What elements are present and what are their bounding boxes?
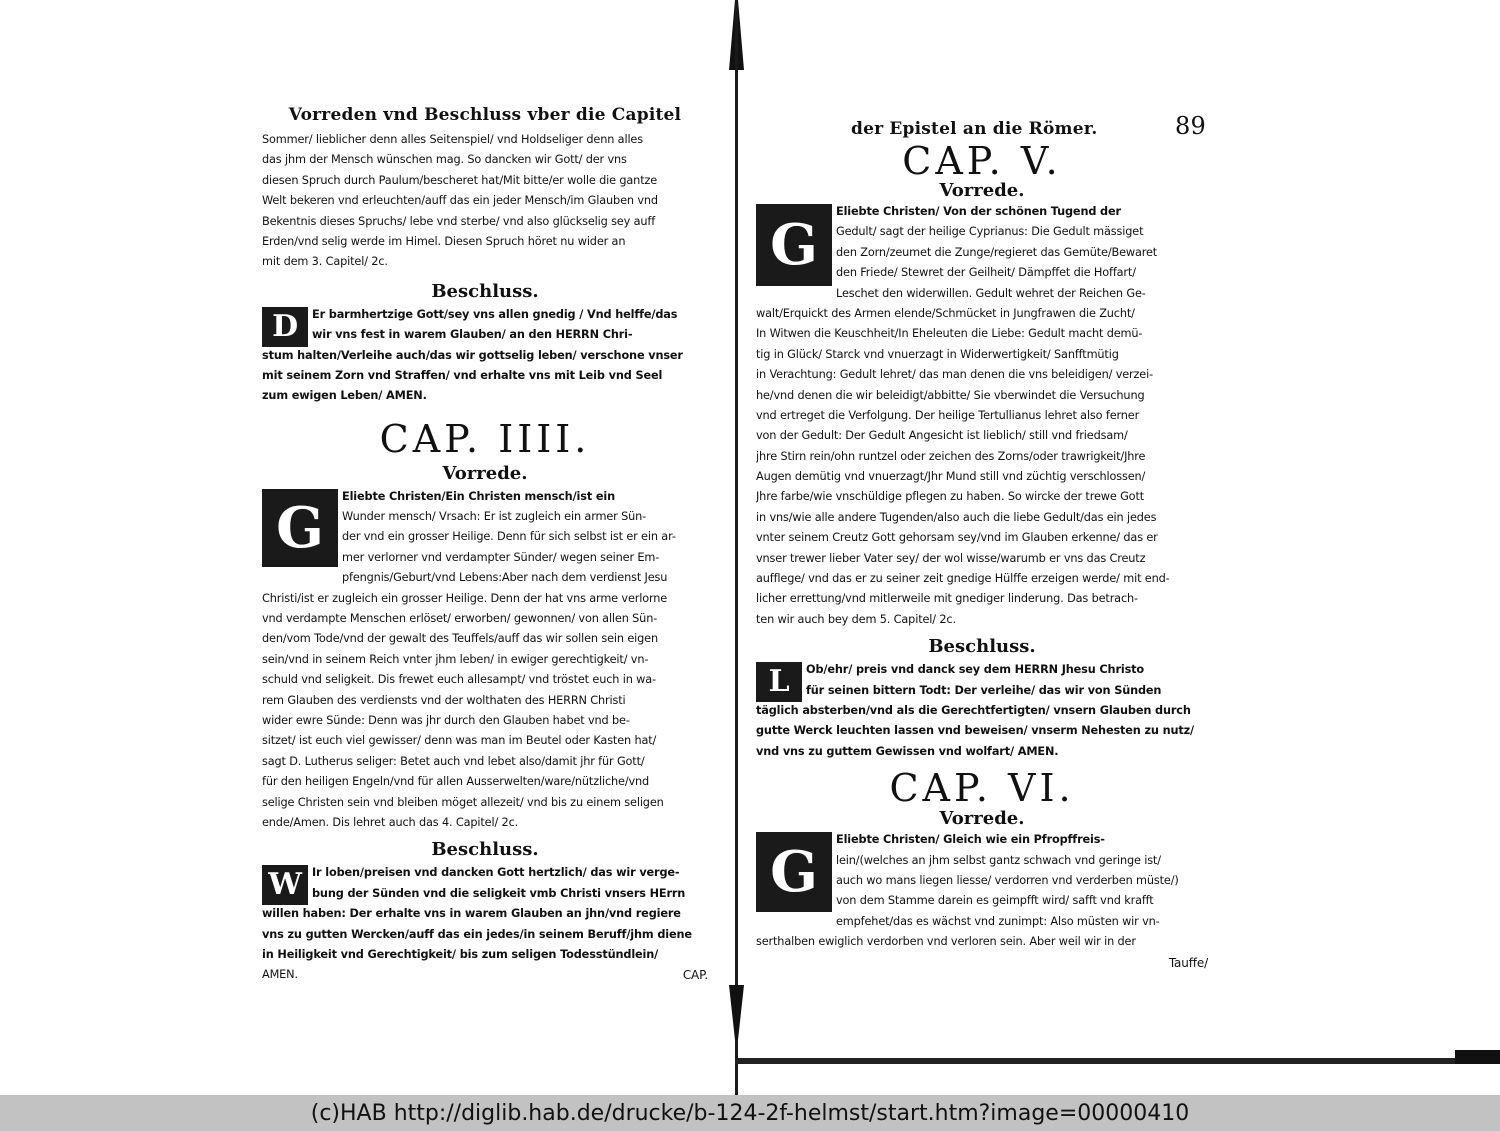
text-line: Ir loben/preisen vnd dancken Gott hertzlich/ das wir verge-: [312, 866, 680, 880]
text-line: he/vnd denen die wir beleidigt/abbitte/ Sie vberwindet die Versuchung: [756, 388, 1145, 402]
beschluss-paragraph: [262, 305, 708, 407]
text-line: selige Christen sein vnd bleiben möget allezeit/ vnd bis zu einem seligen: [262, 795, 664, 809]
text-line: von der Gedult: Der Gedult Angesicht ist lieblich/ still vnd friedsam/: [756, 429, 1128, 443]
text-line: den/vom Tode/vnd der gewalt des Teuffels/auff das wir sollen sein eigen: [262, 632, 658, 646]
text-line: Augen demütig vnd vnuerzagt/Jhr Mund still vnd züchtig verschlossen/: [756, 470, 1146, 484]
text-line: AMEN.: [262, 968, 298, 982]
text-line: vnter seinem Creutz Gott gehorsam sey/vnd im Glauben erkenne/ das er: [756, 531, 1158, 545]
text-line: jhre Stirn rein/ohn runtzel oder zeichen des Zorns/oder trawrigkeit/Jhre: [756, 449, 1146, 463]
text-line: willen haben: Der erhalte vns in warem Glauben an jhn/vnd regiere: [262, 907, 681, 921]
text-line: aufflege/ vnd das er zu seiner zeit gnedige Hülffe erzeigen werde/ mit end-: [756, 572, 1170, 586]
right-running-head: [756, 112, 1208, 142]
text-line: von dem Stamme darein es geimpfft wird/ safft vnd krafft: [836, 894, 1154, 908]
initial-capital: G: [756, 832, 832, 912]
chapter-heading: CAP. IIII.: [379, 416, 591, 461]
text-line: licher errettung/vnd mitlerweile mit gnediger linderung. Das betrach-: [756, 592, 1138, 606]
left-running-head: Vorreden vnd Beschluss vber die Capitel: [288, 105, 682, 125]
text-line: diesen Spruch durch Paulum/bescheret hat/Mit bitte/er wolle die gantze: [262, 173, 658, 187]
section-heading: Vorrede.: [939, 180, 1025, 201]
text-line: in Heiligkeit vnd Gerechtigkeit/ bis zum seligen Todesstündlein/: [262, 947, 659, 961]
initial-capital: G: [756, 204, 832, 286]
text-line: vnser trewer lieber Vater sey/ der wol wisse/warumb er vns das Creutz: [756, 551, 1146, 565]
attribution-text: (c)HAB http://diglib.hab.de/drucke/b-124-2f-helmst/start.htm?image=00000410: [310, 1100, 1190, 1126]
text-line: vns zu gutten Wercken/auff das ein jedes/in seinem Beruff/jhm diene: [262, 927, 692, 941]
section-heading: Vorrede.: [442, 462, 528, 484]
text-line: ten wir auch bey dem 5. Capitel/ 2c.: [756, 612, 956, 626]
text-line: Wunder mensch/ Vrsach: Er ist zugleich ein armer Sün-: [342, 510, 647, 524]
text-line: Gedult/ sagt der heilige Cyprianus: Die Gedult mässiget: [836, 225, 1144, 239]
text-line: sein/vnd in seinem Reich vnter jhm leben/ in ewiger gerechtigkeit/ vn-: [262, 652, 649, 666]
text-line: walt/Erquickt des Armen elende/Schmücket in Jungfrawen die Zucht/: [756, 306, 1135, 320]
last-line-row: [262, 965, 708, 985]
initial-capital: L: [756, 662, 802, 702]
text-line: tig in Glück/ Starck vnd vnuerzagt in Widerwertigkeit/ Sanfftmütig: [756, 347, 1119, 361]
chapter-heading: CAP. VI.: [889, 766, 1075, 811]
text-line: Sommer/ lieblicher denn alles Seitenspiel/ vnd Holdseliger denn alles: [262, 133, 643, 146]
text-line: wider ewre Sünde: Denn was jhr durch den Glauben habet vnd be-: [262, 713, 630, 727]
running-title: der Epistel an die Römer.: [851, 119, 1098, 139]
vorrede-paragraph: [756, 202, 1208, 630]
page-number: 89: [1175, 112, 1206, 140]
text-line: sagt D. Lutherus seliger: Betet auch vnd lebet also/damit jhr für Gott/: [262, 754, 645, 768]
text-line: In Witwen die Keuschheit/In Eheleuten die Liebe: Gedult macht demü-: [756, 327, 1143, 341]
text-line: in Verachtung: Gedult lehret/ das man denen die vns beleidigen/ verzei-: [756, 368, 1154, 382]
left-intro-paragraph: [262, 130, 708, 273]
text-line: in vns/wie alle andere Tugenden/also auch die liebe Gedult/das ein jedes: [756, 510, 1157, 524]
section-heading: Beschluss.: [928, 636, 1036, 658]
text-line: Bekentnis dieses Spruchs/ lebe vnd sterbe/ vnd also glückselig sey auff: [262, 214, 656, 228]
binding-shadow-bottom: [729, 985, 744, 1040]
text-line: mit dem 3. Capitel/ 2c.: [262, 255, 388, 269]
text-line: vnd ertreget die Verfolgung. Der heilige Tertullianus lehret also ferner: [756, 408, 1140, 422]
text-line: mer verlorner vnd verdampter Sünder/ wegen seiner Em-: [342, 550, 660, 564]
chapter-heading: CAP. V.: [902, 139, 1062, 183]
beschluss-paragraph: [756, 660, 1208, 762]
text-line: täglich absterben/vnd als die Gerechtfertigten/ vnsern Glauben durch: [756, 703, 1191, 717]
right-page: [756, 112, 1208, 973]
text-line: das jhm der Mensch wünschen mag. So dancken wir Gott/ der vns: [262, 153, 627, 167]
text-line: auch wo mans liegen liesse/ verdorren vnd verderben müste/): [836, 873, 1179, 887]
text-line: ende/Amen. Dis lehret auch das 4. Capitel/ 2c.: [262, 815, 519, 829]
attribution-bar: [0, 1095, 1500, 1131]
text-line: für den heiligen Engeln/vnd für allen Ausserwelten/ware/nützliche/vnd: [262, 775, 650, 789]
text-line: Jhre farbe/wie vnschüldige pflegen zu haben. So wircke der trewe Gott: [756, 490, 1145, 504]
section-heading: Vorrede.: [939, 808, 1025, 830]
initial-capital: W: [262, 865, 308, 905]
text-line: serthalben ewiglich verdorben vnd verloren sein. Aber weil wir in der: [756, 935, 1136, 949]
text-line: vnd verdampte Menschen erlöset/ erworben/ gewonnen/ von allen Sün-: [262, 612, 658, 626]
text-line: der vnd ein grosser Heilige. Denn für sich selbst ist er ein ar-: [342, 530, 676, 544]
vorrede-paragraph: [262, 487, 708, 834]
text-line: Christi/ist er zugleich ein grosser Heilige. Denn der hat vns arme verlorne: [262, 591, 668, 605]
text-line: Eliebte Christen/Ein Christen mensch/ist ein: [342, 489, 616, 503]
text-line: rem Glauben des verdiensts vnd der wolthaten des HERRN Christi: [262, 693, 626, 707]
text-line: gutte Werck leuchten lassen vnd beweisen/ vnserm Nehesten zu nutz/: [756, 724, 1195, 738]
text-line: zum ewigen Leben/ AMEN.: [262, 389, 427, 403]
text-line: Er barmhertzige Gott/sey vns allen gnedig / Vnd helffe/das: [312, 307, 678, 321]
vorrede-paragraph: [756, 830, 1208, 972]
section-heading: Beschluss.: [431, 839, 539, 861]
text-line: empfehet/das es wächst vnd zunimpt: Also müsten wir vn-: [836, 914, 1160, 928]
beschluss-paragraph: [262, 863, 708, 985]
text-line: mit seinem Zorn vnd Straffen/ vnd erhalte vns mit Leib vnd Seel: [262, 368, 663, 382]
text-line: stum halten/Verleihe auch/das wir gottselig leben/ verschone vnser: [262, 348, 683, 362]
book-fold: [735, 0, 738, 1095]
section-heading: Beschluss.: [431, 280, 539, 302]
initial-capital: D: [262, 307, 308, 347]
text-line: schuld vnd seligkeit. Dis frewet euch allesampt/ vnd tröstet euch in wa-: [262, 673, 656, 687]
text-line: Erden/vnd selig werde im Himel. Diesen Spruch höret nu wider an: [262, 234, 626, 248]
left-page: [262, 100, 708, 986]
page-corner-shadow: [1455, 1050, 1500, 1064]
text-line: Leschet den widerwillen. Gedult wehret der Reichen Ge-: [836, 286, 1146, 300]
text-line: Eliebte Christen/ Gleich wie ein Pfropffreis-: [836, 833, 1105, 847]
page-edge-shadow: [735, 1058, 1500, 1064]
text-line: vnd vns zu guttem Gewissen vnd wolfart/ AMEN.: [756, 744, 1059, 758]
text-line: für seinen bittern Todt: Der verleihe/ das wir von Sünden: [806, 683, 1162, 697]
text-line: pfengnis/Geburt/vnd Lebens:Aber nach dem verdienst Jesu: [342, 571, 668, 585]
text-line: Ob/ehr/ preis vnd danck sey dem HERRN Jhesu Christo: [806, 663, 1145, 677]
text-line: lein/(welches an jhm selbst gantz schwach vnd geringe ist/: [836, 853, 1161, 867]
text-line: den Zorn/zeumet die Zunge/regieret das Gemüte/Bewaret: [836, 245, 1158, 259]
text-line: den Friede/ Stewret der Geilheit/ Dämpffet die Hoffart/: [836, 266, 1136, 280]
text-line: Eliebte Christen/ Von der schönen Tugend der: [836, 205, 1121, 218]
text-line: Welt bekeren vnd erleuchten/auff das ein jeder Mensch/im Glauben vnd: [262, 194, 658, 208]
catchword: CAP.: [682, 968, 708, 983]
text-line: sitzet/ ist euch viel gewisser/ denn was man im Beutel oder Kasten hat/: [262, 734, 657, 748]
text-line: wir vns fest in warem Glauben/ an den HERRN Chri-: [312, 328, 633, 342]
text-line: bung der Sünden vnd die seligkeit vmb Christi vnsers HErrn: [312, 886, 686, 900]
initial-capital: G: [262, 489, 338, 567]
catchword: Tauffe/: [1168, 955, 1208, 970]
